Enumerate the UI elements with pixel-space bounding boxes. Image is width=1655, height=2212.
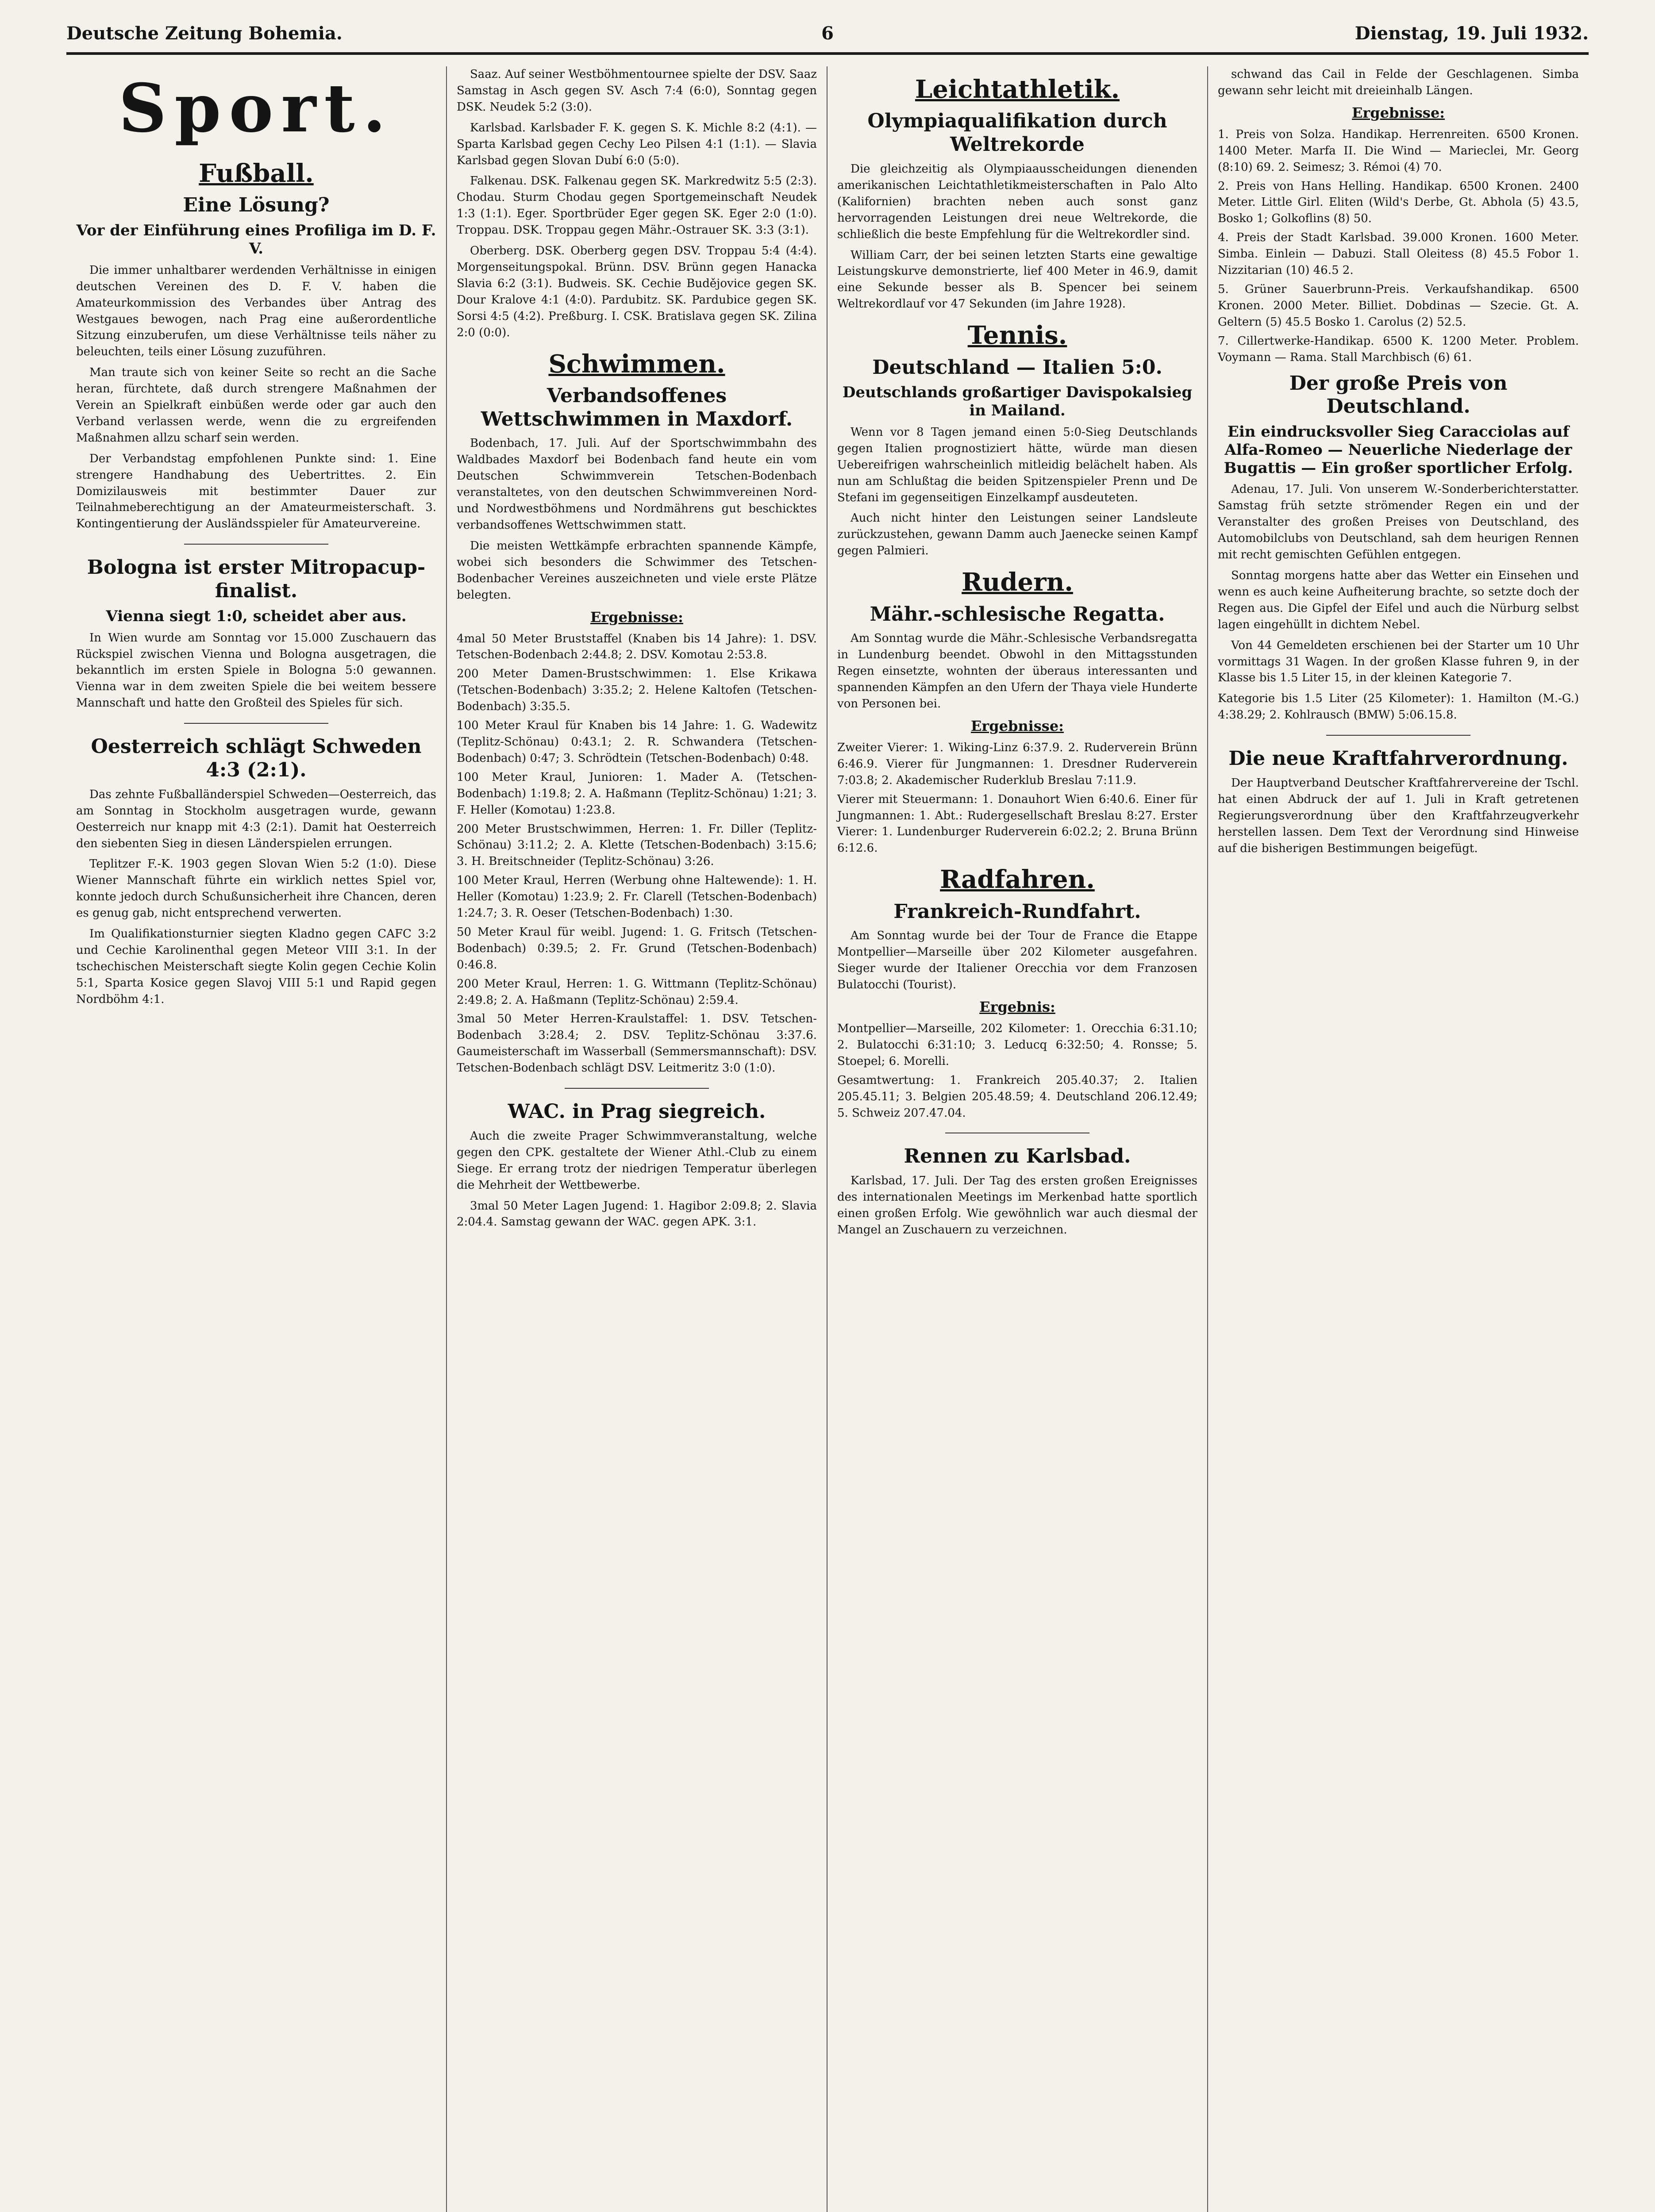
results-list <box>457 631 817 1077</box>
result-entry: Gesamtwertung: 1. Frankreich 205.40.37; 2. Italien 205.45.11; 3. Belgien 205.48.59; 4. Deutschland 206.12.49; 5. Schweiz 207.47.04. <box>837 1073 1197 1120</box>
article-paragraph: Teplitzer F.-K. 1903 gegen Slovan Wien 5:2 (1:0). Diese Wiener Mannschaft führte ein wirklich nettes Spiel vor, konnte jedoch durch Schußunsicherheit ihre Chancen, deren es genug gab, nicht entsprechend verwerten. <box>76 857 436 920</box>
subsection-tennis: Tennis. <box>967 321 1067 350</box>
results-list <box>837 1021 1197 1121</box>
headline-loesung: Eine Lösung? <box>183 194 330 217</box>
separator <box>565 1088 709 1089</box>
result-entry: 100 Meter Kraul, Junioren: 1. Mader A. (Tetschen-Bodenbach) 1:19.8; 2. A. Haßmann (Teplitz-Schönau) 1:21; 3. F. Heller (Komotau) 1:23.8. <box>457 770 817 817</box>
subhead-profiliga: Vor der Einführung eines Profiliga im D. F. V. <box>76 222 436 257</box>
article-paragraph: William Carr, der bei seinen letzten Starts eine gewaltige Leistungskurve demonstrierte, lief 400 Meter in 46.9, damit eine Sekunde besser als B. Spencer bei seinem Weltrekordlauf vor 47 Sekunden (im Jahre 1928). <box>837 248 1197 311</box>
result-entry: 7. Cillertwerke-Handikap. 6500 K. 1200 Meter. Problem. Voymann — Rama. Stall Marchbisch (6) 61. <box>1218 334 1579 364</box>
results-label: Ergebnisse: <box>590 608 683 626</box>
result-entry: 200 Meter Damen-Brustschwimmen: 1. Else Krikawa (Tetschen-Bodenbach) 3:35.2; 2. Helene Kaltofen (Tetschen-Bodenbach) 3:35.5. <box>457 667 817 714</box>
article-paragraph: Der Hauptverband Deutscher Kraftfahrervereine der Tschl. hat einen Abdruck der auf 1. Juli in Kraft getretenen Regierungsverordnung über den Kraftfahrzeugverkehr herstellen lassen. Dem Text der Verordnung sind Hinweise auf die bisherigen Bestimmungen beigefügt. <box>1218 776 1579 855</box>
article-paragraph: Im Qualifikationsturnier siegten Kladno gegen CAFC 3:2 und Cechie Karolinenthal gegen Meteor VIII 3:1. In der tschechischen Meisterschaft siegte Kolin gegen Cechie Kolin 5:1, Sparta Kosice gegen Slavoj VIII 5:1 und Rapid gegen Nordböhm 4:1. <box>76 927 436 1006</box>
result-entry: 100 Meter Kraul, Herren (Werbung ohne Haltewende): 1. H. Heller (Komotau) 1:23.9; 2. Fr. Clarell (Tetschen-Bodenbach) 1:24.7; 3. R. Oeser (Tetschen-Bodenbach) 1:30. <box>457 874 817 920</box>
headline-kraftfahr: Die neue Kraftfahrverordnung. <box>1228 747 1568 770</box>
article-paragraph: Von 44 Gemeldeten erschienen bei der Starter um 10 Uhr vormittags 31 Wagen. In der großen Klasse fuhren 9, in der Klasse bis 1.5 Liter 15, in der kleinen Kategorie 7. <box>1218 638 1579 685</box>
article-paragraph: Sonntag morgens hatte aber das Wetter ein Einsehen und wenn es auch keine Aufheiterung brachte, so setzte doch der Regen aus. Die Gipfel der Eifel und auch die Nürburg selbst lagen eingehüllt in dichtem Nebel. <box>1218 569 1579 631</box>
headline-olympia: Olympiaqualifikation durch Weltrekorde <box>867 110 1167 156</box>
headline-tour: Frankreich-Rundfahrt. <box>893 900 1141 923</box>
article-paragraph: Das zehnte Fußballänderspiel Schweden—Oesterreich, das am Sonntag in Stockholm ausgetragen wurde, gewann Oesterreich nur knapp mit 4:3 (2:1). Damit hat Oesterreich den siebenten Sieg in diesen Länderspielen errungen. <box>76 787 436 850</box>
headline-karlsbad: Rennen zu Karlsbad. <box>904 1145 1131 1168</box>
result-entry: Zweiter Vierer: 1. Wiking-Linz 6:37.9. 2. Ruderverein Brünn 6:46.9. Vierer für Jungmannen: 1. Dresdner Ruderverein 7:03.8; 2. Akademischer Ruderklub Breslau 7:11.9. <box>837 741 1197 787</box>
issue-date: Dienstag, 19. Juli 1932. <box>1355 23 1589 44</box>
headline-bologna: Bologna ist erster Mitropacup-finalist. <box>87 556 426 603</box>
article-paragraph: Karlsbad, 17. Juli. Der Tag des ersten großen Ereignisses des internationalen Meetings im Merkenbad hatte sportlich einen großen Erfolg. Wie gewöhnlich war auch diesmal der Mangel an Zuschauern zu verzeichnen. <box>837 1174 1197 1237</box>
separator <box>184 544 328 545</box>
separator <box>184 723 328 724</box>
article-paragraph: Falkenau. DSK. Falkenau gegen SK. Markredwitz 5:5 (2:3). Chodau. Sturm Chodau gegen Sportgemeinschaft Neudek 1:3 (1:1). Eger. Sportbrüder Eger gegen SK. Eger 2:0 (1:0). Troppau. DSK. Troppau gegen Mähr.-Ostrauer SK. 3:3 (3:1). <box>457 174 817 237</box>
result-entry: 200 Meter Kraul, Herren: 1. G. Wittmann (Teplitz-Schönau) 2:49.8; 2. A. Haßmann (Teplitz-Schönau) 2:59.4. <box>457 977 817 1007</box>
masthead <box>66 18 1589 49</box>
article-paragraph: Die meisten Wettkämpfe erbrachten spannende Kämpfe, wobei sich besonders die Schwimmer des Tetschen-Bodenbacher Vereines auszeichneten und viele erste Plätze belegten. <box>457 539 817 602</box>
result-entry: 50 Meter Kraul für weibl. Jugend: 1. G. Fritsch (Tetschen-Bodenbach) 0:39.5; 2. Fr. Grund (Tetschen-Bodenbach) 0:46.8. <box>457 925 817 972</box>
result-label: Ergebnis: <box>979 998 1055 1016</box>
article-paragraph: Bodenbach, 17. Juli. Auf der Sportschwimmbahn des Waldbades Maxdorf bei Bodenbach fand heute ein vom Deutschen Schwimmverein Tetschen-Bodenbach veranstaltetes, von den deutschen Schwimmvereinen Nord- und Nordwestböhmens und Nordmährens gut beschicktes verbandsoffenes Wettschwimmen statt. <box>457 437 817 532</box>
headline-davis-cup: Deutschland — Italien 5:0. <box>872 356 1162 379</box>
article-paragraph: Am Sonntag wurde die Mähr.-Schlesische Verbandsregatta in Lundenburg beendet. Obwohl in den Mittagsstunden Regen einsetzte, wohnten der überaus interessanten und spannenden Kämpfen an den Ufern der Thaya viele Hunderte von Personen bei. <box>837 632 1197 710</box>
article-paragraph: In Wien wurde am Sonntag vor 15.000 Zuschauern das Rückspiel zwischen Vienna und Bologna ausgetragen, die bekanntlich im ersten Spiele in Bologna 5:0 gewannen. Vienna war in dem zweiten Spiele die bei weitem bessere Mannschaft und hatte den Großteil des Spieles für sich. <box>76 631 436 710</box>
results-list <box>1218 691 1579 723</box>
subsection-rowing: Rudern. <box>962 568 1073 597</box>
headline-regatta: Mähr.-schlesische Regatta. <box>870 603 1165 626</box>
headline-grand-prix: Der große Preis von Deutschland. <box>1289 372 1508 418</box>
article-paragraph: Oberberg. DSK. Oberberg gegen DSV. Troppau 5:4 (4:4). Morgenseitungspokal. Brünn. DSV. Brünn gegen Hanacka Slavia 6:2 (3:1). Budweis. SK. Cechie Budějovice gegen SK. Dour Kralove 4:1 (4:0). Pardubitz. SK. Pardubice gegen SK. Sorsi 4:5 (4:2). Preßburg. I. CSK. Bratislava gegen SK. Zilina 2:0 (0:0). <box>457 244 817 339</box>
column-4 <box>1208 66 1589 2212</box>
article-paragraph: 3mal 50 Meter Lagen Jugend: 1. Hagibor 2:09.8; 2. Slavia 2:04.4. Samstag gewann der WAC. gegen APK. 3:1. <box>457 1199 817 1229</box>
result-entry: 200 Meter Brustschwimmen, Herren: 1. Fr. Diller (Teplitz-Schönau) 3:11.2; 2. A. Klette (Tetschen-Bodenbach) 3:15.6; 3. H. Breitschneider (Teplitz-Schönau) 3:26. <box>457 822 817 868</box>
page-number: 6 <box>821 23 834 44</box>
headline-oesterreich: Oesterreich schlägt Schweden 4:3 (2:1). <box>91 735 422 781</box>
subsection-athletics: Leichtathletik. <box>915 75 1120 104</box>
result-entry: 2. Preis von Hans Helling. Handikap. 6500 Kronen. 2400 Meter. Little Girl. Eliten (Wild's Derbe, Gt. Abhola (5) 43.5, Bosko 1; Golkoflins (8) 50. <box>1218 179 1579 226</box>
result-entry: Montpellier—Marseille, 202 Kilometer: 1. Orecchia 6:31.10; 2. Bulatocchi 6:31:10; 3. Leducq 6:32:50; 4. Ronsse; 5. Stoepel; 6. Morelli. <box>837 1022 1197 1068</box>
subsection-cycling: Radfahren. <box>940 865 1095 895</box>
article-paragraph: Wenn vor 8 Tagen jemand einen 5:0-Sieg Deutschlands gegen Italien prognostiziert hätte, würde man diesen Uebereifrigen wahrscheinlich mitleidig belächelt haben. Als nun am Schlußtag die beiden Spitzenspieler Prenn und De Stefani im gegenseitigen Einzelkampf ausdeuteten. <box>837 425 1197 504</box>
subhead-mailand: Deutschlands großartiger Davispokalsieg in Mailand. <box>842 384 1193 420</box>
article-paragraph: Auch die zweite Prager Schwimmveranstaltung, welche gegen den CPK. gestaltete der Wiener Athl.-Club zu einem Siege. Er errang trotz der niedrigen Temperatur überlegen die Mehrheit der Wettbewerbe. <box>457 1129 817 1192</box>
article-paragraph: Adenau, 17. Juli. Von unserem W.-Sonderberichterstatter. Samstag früh setzte strömender Regen ein und der Veranstalter des großen Preises von Deutschland, des Automobilclubs von Deutschland, sah dem heurigen Rennen mit recht gemischten Gefühlen entgegen. <box>1218 483 1579 562</box>
column-1 <box>66 66 447 2212</box>
headline-wac: WAC. in Prag siegreich. <box>508 1100 766 1123</box>
article-paragraph: schwand das Cail in Felde der Geschlagenen. Simba gewann sehr leicht mit dreieinhalb Längen. <box>1218 68 1579 97</box>
results-list <box>837 740 1197 856</box>
subhead-caracciola: Ein eindrucksvoller Sieg Caracciolas auf Alfa-Romeo — Neuerliche Niederlage der Bugattis — Ein großer sportlicher Erfolg. <box>1224 423 1573 477</box>
article-paragraph: Am Sonntag wurde bei der Tour de France die Etappe Montpellier—Marseille über 202 Kilometer ausgefahren. Sieger wurde der Italiener Orecchia vor dem Franzosen Bulatocchi (Tourist). <box>837 929 1197 992</box>
subhead-vienna: Vienna siegt 1:0, scheidet aber aus. <box>106 607 407 625</box>
article-paragraph: Auch nicht hinter den Leistungen seiner Landsleute zurückzustehen, gewann Damm auch Jaenecke seinen Kampf gegen Palmieri. <box>837 511 1197 558</box>
results-list <box>1218 127 1579 366</box>
result-entry: 3mal 50 Meter Herren-Kraulstaffel: 1. DSV. Tetschen-Bodenbach 3:28.4; 2. DSV. Teplitz-Schönau 3:37.6. Gaumeisterschaft im Wasserball (Semmersmannschaft): DSV. Tetschen-Bodenbach schlägt DSV. Leitmeritz 3:0 (1:0). <box>457 1012 817 1075</box>
results-label: Ergebnisse: <box>971 717 1064 734</box>
page-columns <box>66 66 1589 2212</box>
results-label: Ergebnisse: <box>1352 104 1445 121</box>
article-paragraph: Saaz. Auf seiner Westböhmentournee spielte der DSV. Saaz Samstag in Asch gegen SV. Asch 7:4 (6:0), Sonntag gegen DSK. Neudek 5:2 (3:0). <box>457 68 817 114</box>
result-entry: Kategorie bis 1.5 Liter (25 Kilometer): 1. Hamilton (M.-G.) 4:38.29; 2. Kohlrausch (BMW) 5:06.15.8. <box>1218 692 1579 722</box>
result-entry: 1. Preis von Solza. Handikap. Herrenreiten. 6500 Kronen. 1400 Meter. Marfa II. Die Wind — Marieclei, Mr. Georg (8:10) 69. 2. Seimesz; 3. Rémoi (4) 70. <box>1218 127 1579 174</box>
article-paragraph: Die immer unhaltbarer werdenden Verhältnisse in einigen deutschen Vereinen des D. F. V. haben die Amateurkommission des Verbandes über Antrag des Westgaues bewogen, nach Prag eine außerordentliche Sitzung einzuberufen, um diese Verhältnisse teils näher zu beleuchten, teils einer Lösung zuzuführen. <box>76 263 436 359</box>
separator <box>1326 735 1470 736</box>
article-paragraph: Man traute sich von keiner Seite so recht an die Sache heran, fürchtete, daß durch strengere Maßnahmen der Verein an Spielkraft einbüßen werde oder gar auch den Verband verlassen werde, wenn die zu ergreifenden Maßnahmen allzu scharf sein werden. <box>76 366 436 445</box>
paper-name: Deutsche Zeitung Bohemia. <box>66 23 343 44</box>
headline-maxdorf: Verbandsoffenes Wettschwimmen in Maxdorf. <box>481 384 793 430</box>
result-entry: 5. Grüner Sauerbrunn-Preis. Verkaufshandikap. 6500 Kronen. 2000 Meter. Billiet. Dobdinas — Szecie. Gt. A. Geltern (5) 45.5 Bosko 1. Carolus (2) 52.5. <box>1218 282 1579 329</box>
subsection-swimming: Schwimmen. <box>548 349 725 379</box>
column-2 <box>447 66 828 2212</box>
result-entry: 4. Preis der Stadt Karlsbad. 39.000 Kronen. 1600 Meter. Simba. Einlein — Dabuzi. Stall Oleitess (8) 45.5 Fobor 1. Nizzitarian (10) 46.5 2. <box>1218 231 1579 277</box>
article-paragraph: Die gleichzeitig als Olympiaausscheidungen dienenden amerikanischen Leichtathletikmeisterschaften in Palo Alto (Kalifornien) brachten neben auch sonst ganz hervorragenden Leistungen drei neue Weltrekorde, die schließlich die beste Empfehlung für die Weltrekordler sind. <box>837 162 1197 241</box>
subsection-football: Fußball. <box>199 159 314 188</box>
column-3 <box>828 66 1208 2212</box>
section-title: Sport. <box>119 69 394 147</box>
result-entry: 100 Meter Kraul für Knaben bis 14 Jahre: 1. G. Wadewitz (Teplitz-Schönau) 0:43.1; 2. R. Schwandera (Tetschen-Bodenbach) 0:47; 3. Schrödtein (Tetschen-Bodenbach) 0:48. <box>457 719 817 765</box>
article-paragraph: Karlsbad. Karlsbader F. K. gegen S. K. Michle 8:2 (4:1). — Sparta Karlsbad gegen Cechy Leo Pilsen 4:1 (1:1). — Slavia Karlsbad gegen Slovan Dubí 6:0 (5:0). <box>457 121 817 167</box>
masthead-rule <box>66 52 1589 55</box>
result-entry: 4mal 50 Meter Bruststaffel (Knaben bis 14 Jahre): 1. DSV. Tetschen-Bodenbach 2:44.8; 2. DSV. Komotau 2:53.8. <box>457 632 817 662</box>
article-paragraph: Der Verbandstag empfohlenen Punkte sind: 1. Eine strengere Handhabung des Uebertrittes. 2. Ein Domizilausweis mit bestimmter Dauer zur Teilnahmeberechtigung an der Amateurmeisterschaft. 3. Kontingentierung der Ausländsspieler für Amateurvereine. <box>76 452 436 531</box>
result-entry: Vierer mit Steuermann: 1. Donauhort Wien 6:40.6. Einer für Jungmannen: 1. Abt.: Rudergesellschaft Breslau 8:27. Erster Vierer: 1. Lundenburger Ruderverein 6:02.2; 2. Bruna Brünn 6:12.6. <box>837 792 1197 855</box>
